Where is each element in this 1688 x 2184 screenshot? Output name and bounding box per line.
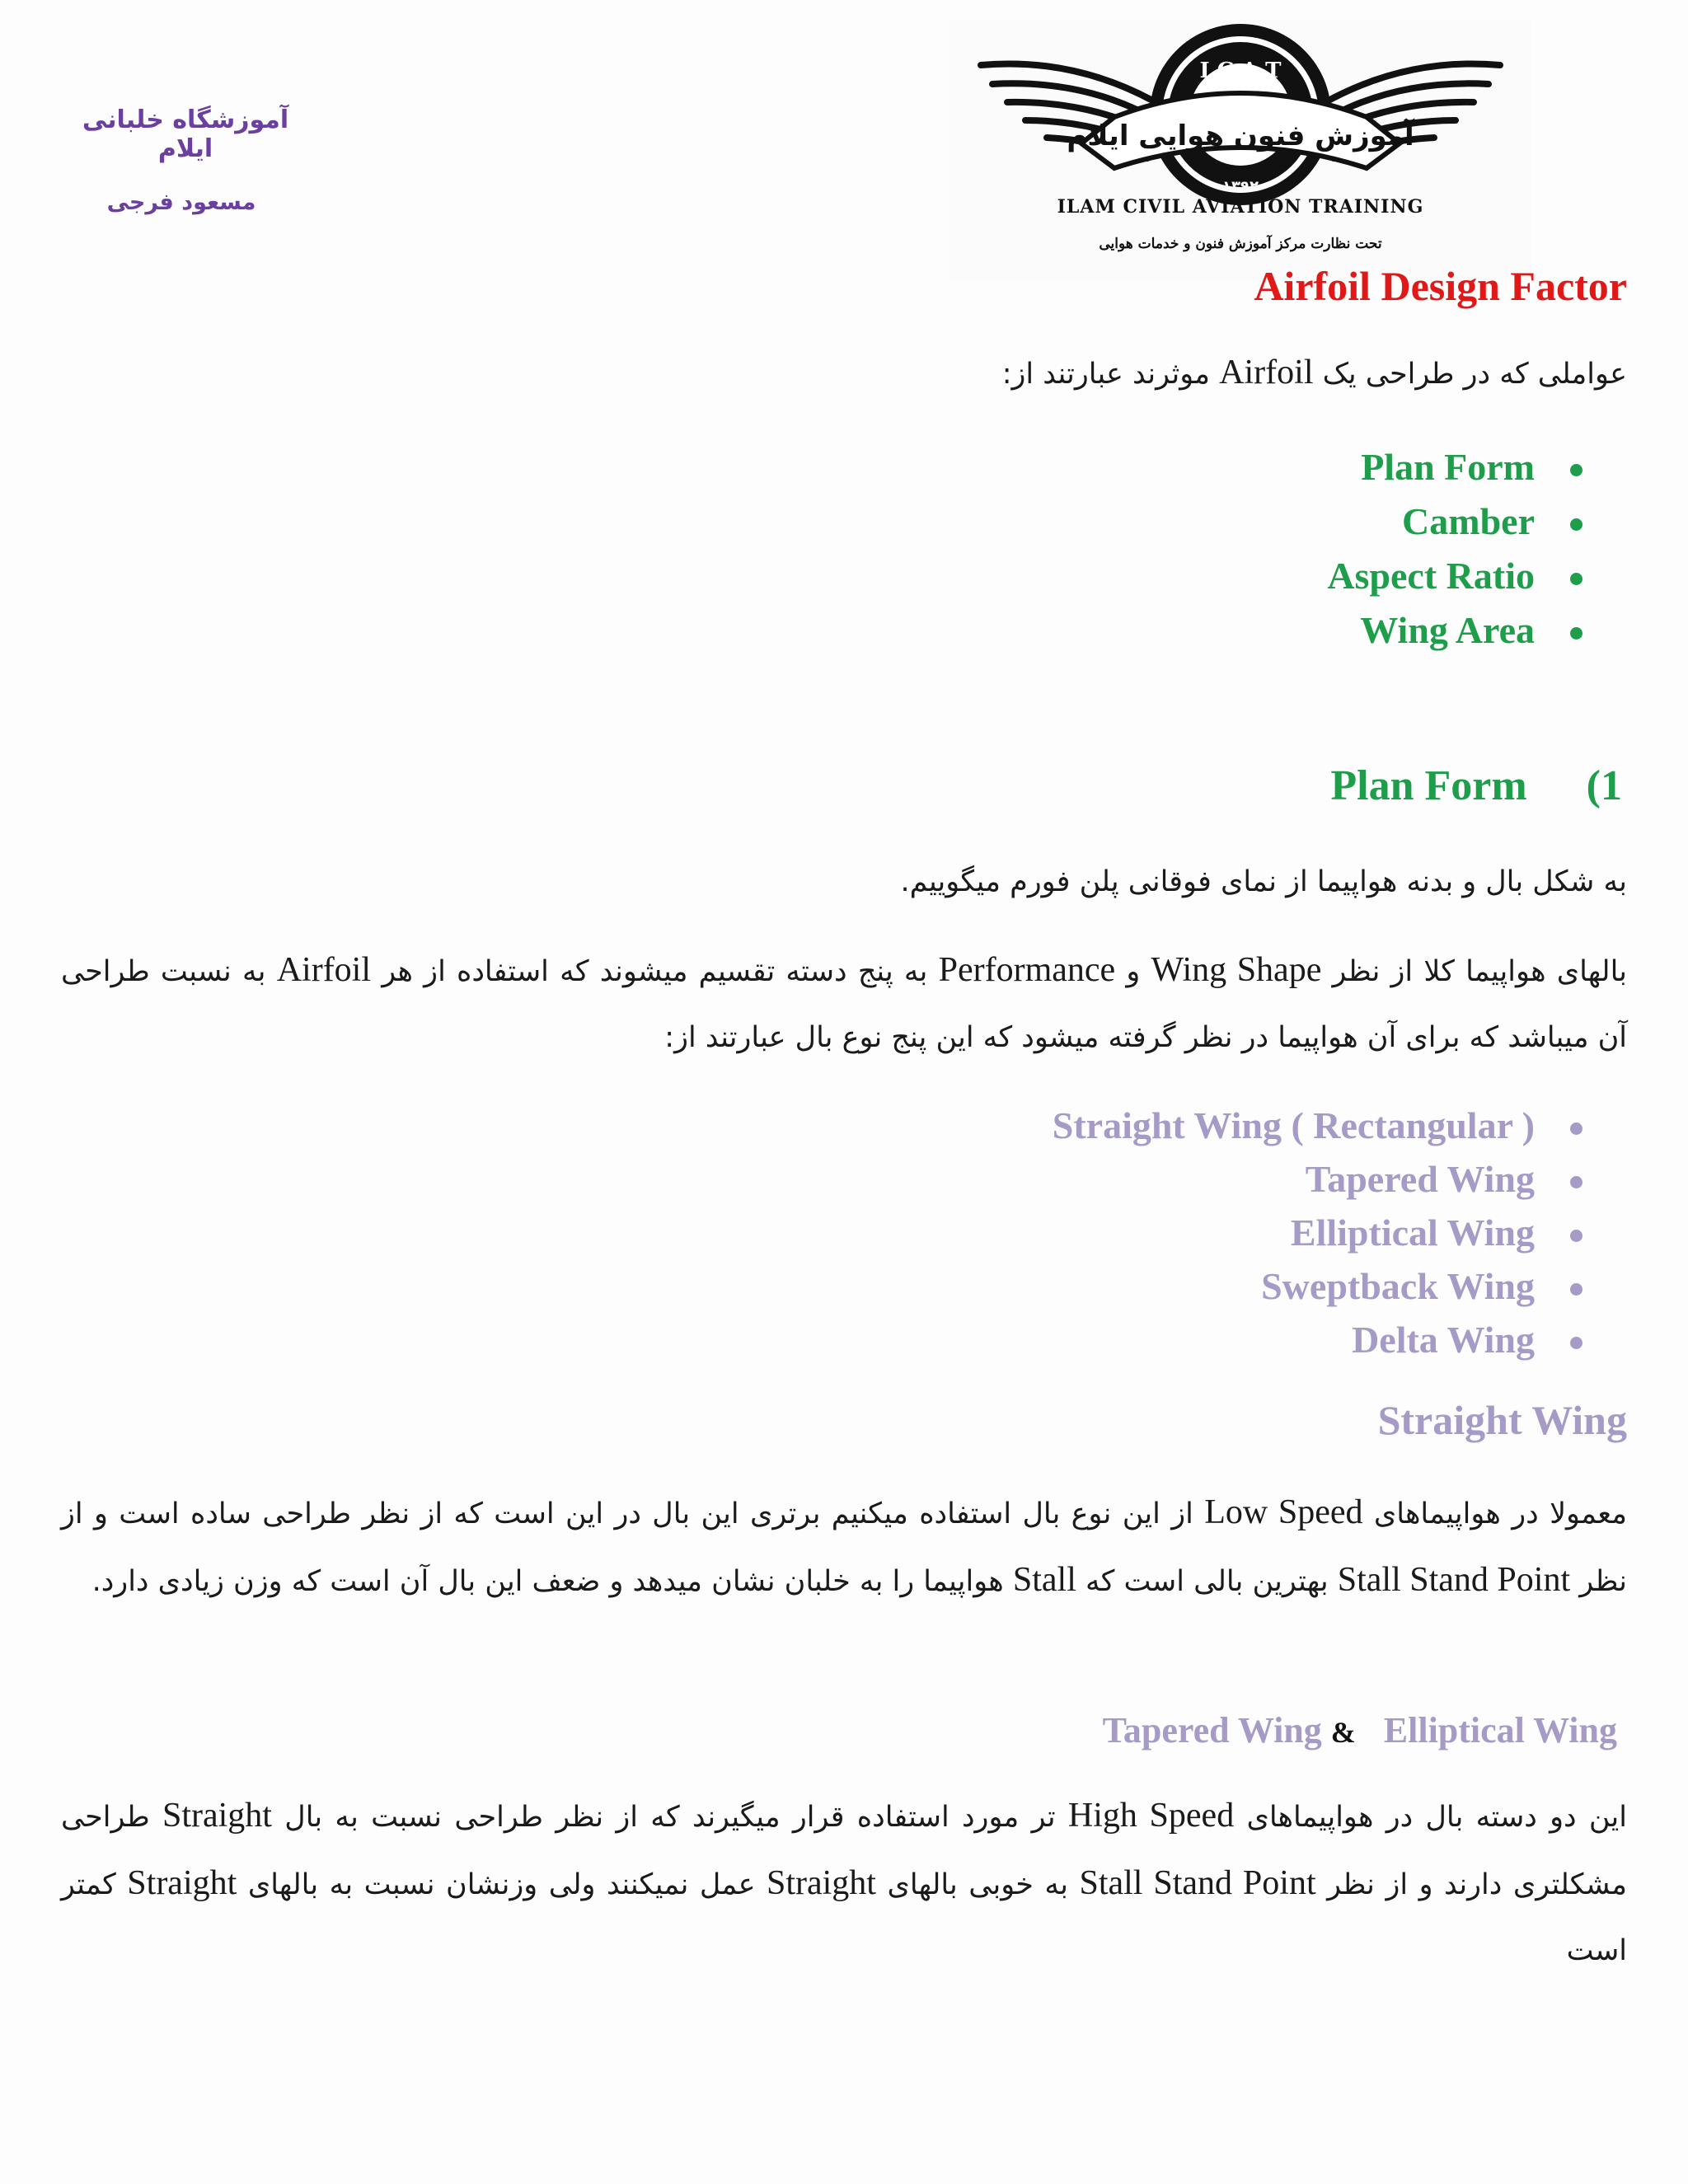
list-item: Sweptback Wing bbox=[1053, 1262, 1582, 1315]
intro-text-2: موثرند عبارتند از: bbox=[1001, 358, 1220, 391]
tapered-elliptical-paragraph: این دو دسته بال در هواپیماهای High Speed تر مورد استفاده قرار میگیرند که از نظر طراحی نسبت به بال Straight طراحی مشکلتری دارند و از نظر Stall Stand Point به خوبی بالهای Straight عمل نمیکنند ولی وزنشان نسبت به بالهای Straight کمتر است bbox=[61, 1797, 1628, 1967]
plan-form-definition: به شکل بال و بدنه هواپیما از نمای فوقانی پلن فورم میگوییم. bbox=[900, 865, 1627, 898]
list-item: Aspect Ratio bbox=[1327, 551, 1582, 606]
straight-wing-paragraph: معمولا در هواپیماهای Low Speed از این نوع بال استفاده میکنیم برتری این بال در این است که از نظر طراحی ساده است و از نظر Stall Stand Point بهترین بالی است که Stall هواپیما را به خلبان نشان میدهد و ضعف این بال آن است که وزن زیادی دارد. bbox=[61, 1493, 1627, 1599]
logo-year: ۱۳۹۲ bbox=[1222, 178, 1259, 195]
list-item: Delta Wing bbox=[1053, 1315, 1582, 1369]
elliptical-heading: Elliptical Wing bbox=[1383, 1710, 1617, 1750]
plan-form-paragraph: بالهای هواپیما کلا از نظر Wing Shape و Performance به پنج دسته تقسیم میشوند که استفاده از هر Airfoil به نسبت طراحی آن میباشد که برای آن هواپیما در نظر گرفته میشود که این پنج نوع بال عبارتند از: bbox=[61, 951, 1627, 1054]
section-plan-form-heading bbox=[1330, 762, 1622, 810]
list-item: Wing Area bbox=[1327, 606, 1582, 660]
tapered-heading: Tapered Wing bbox=[1102, 1710, 1322, 1750]
tapered-elliptical-heading bbox=[1103, 1709, 1617, 1751]
list-item: Plan Form bbox=[1327, 443, 1582, 497]
straight-wing-heading: Straight Wing bbox=[1377, 1397, 1627, 1443]
logo-badge-text: I.C.A.T bbox=[1199, 59, 1282, 83]
intro-text-1: عواملی که در طراحی یک bbox=[1313, 358, 1627, 391]
wings-emblem-icon bbox=[950, 20, 1531, 226]
page-title: Airfoil Design Factor bbox=[1254, 263, 1627, 309]
list-item: Camber bbox=[1327, 497, 1582, 551]
school-name: آموزشگاه خلبانی ایلام bbox=[82, 105, 289, 163]
intro-term: Airfoil bbox=[1219, 354, 1314, 391]
section-number: (1 bbox=[1586, 762, 1622, 809]
list-item: Elliptical Wing bbox=[1053, 1208, 1582, 1262]
list-item: Tapered Wing bbox=[1053, 1155, 1582, 1208]
logo-persian-name: آموزش فنون هوایی ایلام bbox=[1067, 120, 1414, 152]
author-name: مسعود فرجی bbox=[106, 190, 256, 215]
factors-list bbox=[1327, 443, 1582, 660]
school-logo bbox=[950, 20, 1531, 280]
list-item: Straight Wing ( Rectangular ) bbox=[1053, 1101, 1582, 1155]
logo-english-name: ILAM CIVIL AVIATION TRAINING bbox=[1057, 196, 1424, 218]
logo-subtitle: تحت نظارت مرکز آموزش فنون و خدمات هوایی bbox=[1099, 236, 1382, 252]
wing-types-list bbox=[1053, 1101, 1582, 1369]
section-heading-text: Plan Form bbox=[1330, 762, 1527, 809]
ampersand: & bbox=[1330, 1716, 1356, 1749]
intro-paragraph bbox=[61, 340, 1627, 407]
